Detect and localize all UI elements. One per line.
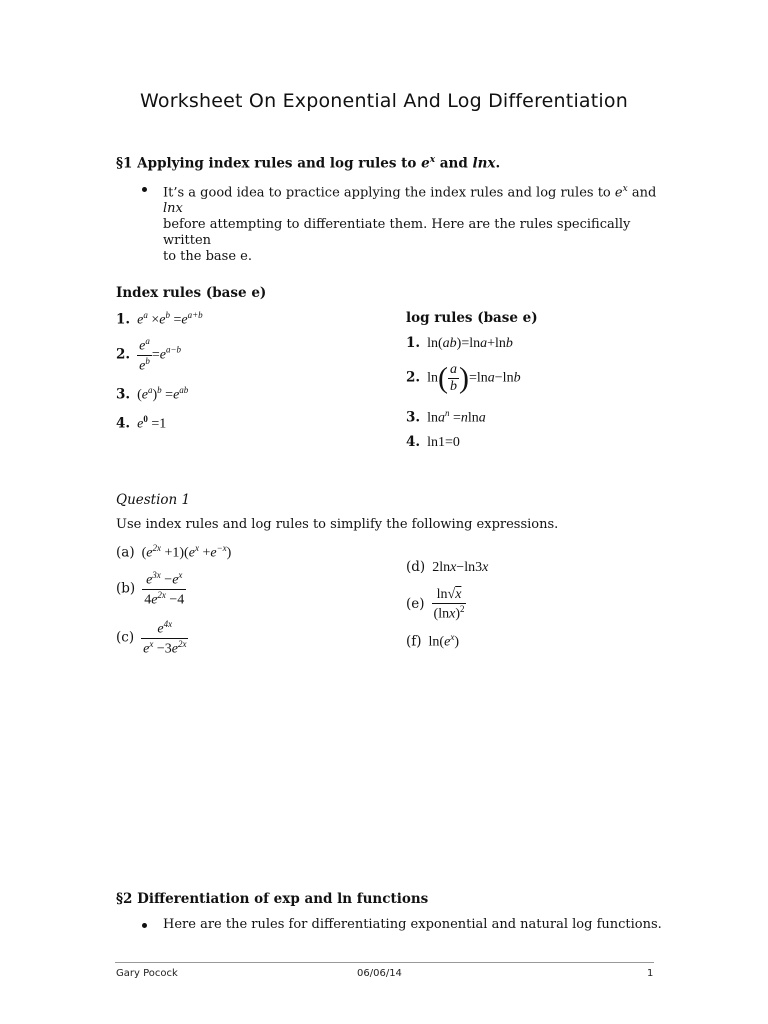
question1-part-f: (f) $\ln(e^x)$ xyxy=(406,632,459,650)
index-rule-4: 4. $e^0 =1$ xyxy=(116,414,167,432)
question1-heading: Question 1 xyxy=(116,492,191,508)
question1-label-b: (b) xyxy=(116,580,136,597)
question1-label-e: (e) xyxy=(406,596,425,613)
question1-part-d: (d) 2lnx−ln3x xyxy=(406,559,489,575)
section1-bullet-line1 xyxy=(163,181,663,217)
question1-label-f: (f) xyxy=(406,633,422,650)
question1-label-a: (a) xyxy=(116,544,135,561)
index-rule-2: 2. $\frac{e^a}{e^b}$ $=e^{a-b}$ xyxy=(116,336,182,374)
section1-heading-end: . xyxy=(495,155,501,172)
section1-heading-e: e xyxy=(421,155,430,172)
section2-bullet: Here are the rules for differentiating exponential and natural log functions. xyxy=(163,917,662,932)
section1-bullet-line2: before attempting to differentiate them. Here are the rules specifically written xyxy=(163,217,631,249)
section1-heading-and: and xyxy=(435,155,473,172)
section1-bullet-and: and xyxy=(627,185,657,201)
log-rules-heading: log rules (base e) xyxy=(406,310,538,326)
footer-author: Gary Pocock xyxy=(116,968,178,979)
question1-part-c: (c) $\frac{e^{4x}}{e^x -3e^{2x}}$ xyxy=(116,619,187,657)
section1-heading-x: x xyxy=(429,155,436,165)
log-rule-4: 4. ln1=0 xyxy=(406,434,460,450)
question1-part-e: (e) $\frac{\ln√x}{(\ln x)^2}$ xyxy=(406,587,465,622)
section1-bullet xyxy=(163,181,663,265)
index-rule-3: 3. $(e^a)^b =e^{ab}$ xyxy=(116,385,189,403)
section1-bullet-lnx: lnx xyxy=(163,201,183,217)
log-rule-2: 2. ln( $\frac{a}{b}$ )=lna−lnb xyxy=(406,361,521,395)
section1-bullet-x: x xyxy=(622,184,628,194)
page-title: Worksheet On Exponential And Log Differentiation xyxy=(140,90,628,112)
log-rule-1-number: 1. xyxy=(406,335,421,351)
log-rule-3: 3. lna$^n$ =nlna xyxy=(406,408,486,426)
question1-instruction: Use index rules and log rules to simplify the following expressions. xyxy=(116,517,559,532)
section1-bullet-e: e xyxy=(614,185,623,201)
index-rule-2-number: 2. xyxy=(116,346,131,363)
index-rule-1: 1. $e^a \times e^b =e^{a+b}$ xyxy=(116,310,203,328)
question1-label-d: (d) xyxy=(406,559,426,575)
footer-page-number: 1 xyxy=(647,968,654,979)
bullet-icon xyxy=(142,923,147,928)
index-rule-3-number: 3. xyxy=(116,386,131,403)
log-rule-2-number: 2. xyxy=(406,369,421,386)
log-rule-1: 1. ln(ab)=lna+lnb xyxy=(406,335,513,351)
log-rule-4-number: 4. xyxy=(406,434,421,450)
index-rule-1-number: 1. xyxy=(116,311,131,328)
section1-heading-prefix: §1 Applying index rules and log rules to xyxy=(116,155,422,172)
index-rule-4-number: 4. xyxy=(116,415,131,432)
question1-part-b: (b) $\frac{e^{3x} -e^x}{4e^{2x} -4}$ xyxy=(116,570,185,608)
section1-heading-lnx: lnx xyxy=(472,155,496,172)
index-rules-heading: Index rules (base e) xyxy=(116,285,267,301)
footer-divider xyxy=(115,962,654,963)
bullet-icon xyxy=(142,187,147,192)
section1-heading xyxy=(116,155,500,172)
question1-part-a: (a) $(e^{2x} +1)(e^x +e^{-x})$ xyxy=(116,543,232,561)
footer-date: 06/06/14 xyxy=(357,968,402,979)
section1-bullet-text1: It’s a good idea to practice applying the index rules and log rules to xyxy=(163,185,615,201)
log-rule-3-number: 3. xyxy=(406,409,421,426)
section2-heading: §2 Differentiation of exp and ln functions xyxy=(116,891,429,907)
section1-bullet-line3: to the base e. xyxy=(163,249,253,265)
question1-label-c: (c) xyxy=(116,629,135,646)
